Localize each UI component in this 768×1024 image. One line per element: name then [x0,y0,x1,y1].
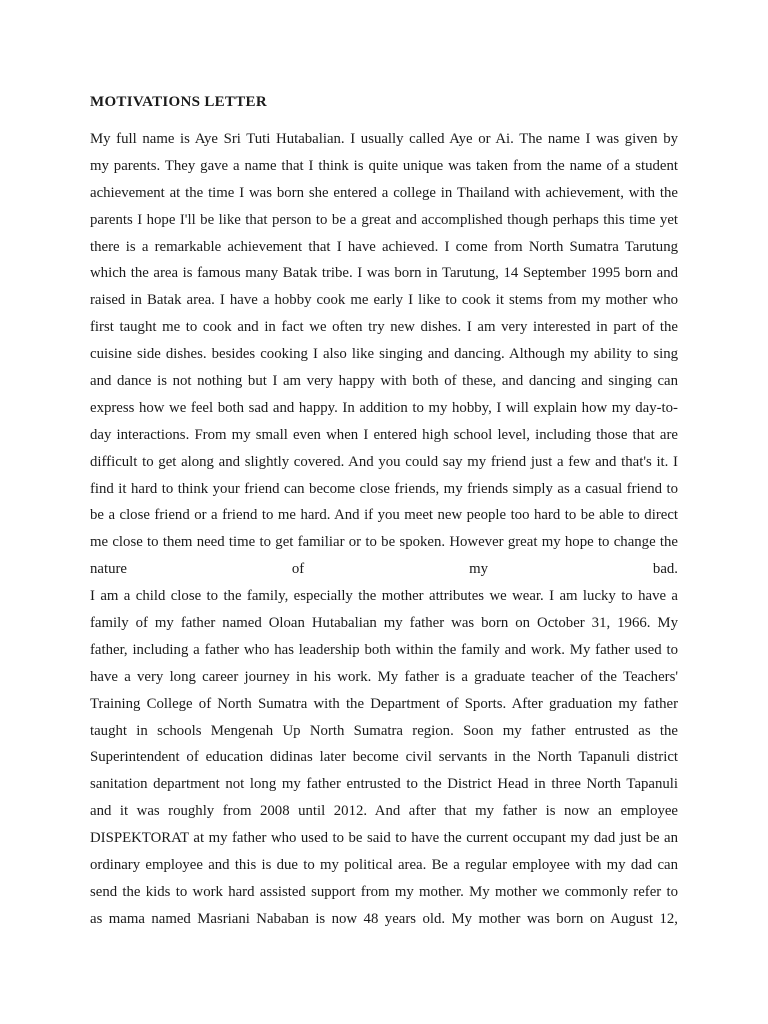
text-line: send the kids to work hard assisted support from my mother. My mother we commonly refer to [90,883,678,900]
text-line: my parents. They gave a name that I think is quite unique was taken from the name of a student [90,157,678,174]
document-title: MOTIVATIONS LETTER [90,94,267,110]
text-line: I am a child close to the family, especially the mother attributes we wear. I am lucky to have a [90,588,678,605]
text-line: ordinary employee and this is due to my political area. Be a regular employee with my dad can [90,857,678,874]
text-line: there is a remarkable achievement that I have achieved. I come from North Sumatra Tarutung [90,238,678,255]
text-line: Superintendent of education didinas later become civil servants in the North Tapanuli district [90,749,678,766]
text-line: as mama named Masriani Nababan is now 48 years old. My mother was born on August 12, [90,910,678,927]
text-line: first taught me to cook and in fact we often try new dishes. I am very interested in part of the [90,319,678,336]
text-line: cuisine side dishes. besides cooking I also like singing and dancing. Although my ability to sing [90,346,678,363]
text-line: difficult to get along and slightly covered. And you could say my friend just a few and that's it. I [90,453,678,470]
text-line: raised in Batak area. I have a hobby cook me early I like to cook it stems from my mother who [90,292,678,309]
text-line: DISPEKTORAT at my father who used to be said to have the current occupant my dad just be an [90,830,678,847]
text-line: family of my father named Oloan Hutabalian my father was born on October 31, 1966. My [90,615,678,632]
text-line: find it hard to think your friend can become close friends, my friends simply as a casual friend to [90,480,678,497]
text-line: which the area is famous many Batak tribe. I was born in Tarutung, 14 September 1995 born and [90,265,678,282]
text-line: be a close friend or a friend to me hard. And if you meet new people too hard to be able to direct [90,507,678,524]
text-line: father, including a father who has leadership both within the family and work. My father used to [90,641,678,658]
text-line: Training College of North Sumatra with the Department of Sports. After graduation my father [90,695,678,712]
letter-body [90,126,678,933]
text-line: taught in schools Mengenah Up North Sumatra region. Soon my father entrusted as the [90,722,678,739]
text-line: My full name is Aye Sri Tuti Hutabalian. I usually called Aye or Ai. The name I was given by [90,131,678,147]
text-line: express how we feel both sad and happy. In addition to my hobby, I will explain how my day-to- [90,399,678,416]
text-line: and it was roughly from 2008 until 2012. And after that my father is now an employee [90,803,678,820]
text-line: day interactions. From my small even when I entered high school level, including those that are [90,426,678,443]
text-line: have a very long career journey in his work. My father is a graduate teacher of the Teachers' [90,668,678,685]
text-line: parents I hope I'll be like that person to be a great and accomplished though perhaps this time yet [90,211,678,228]
text-line: me close to them need time to get familiar or to be spoken. However great my hope to change the [90,534,678,551]
text-line: nature of my bad. [90,561,678,578]
text-line: achievement at the time I was born she entered a college in Thailand with achievement, with the [90,184,678,201]
text-line: and dance is not nothing but I am very happy with both of these, and dancing and singing can [90,373,678,390]
text-line: sanitation department not long my father entrusted to the District Head in three North Tapanuli [90,776,678,793]
